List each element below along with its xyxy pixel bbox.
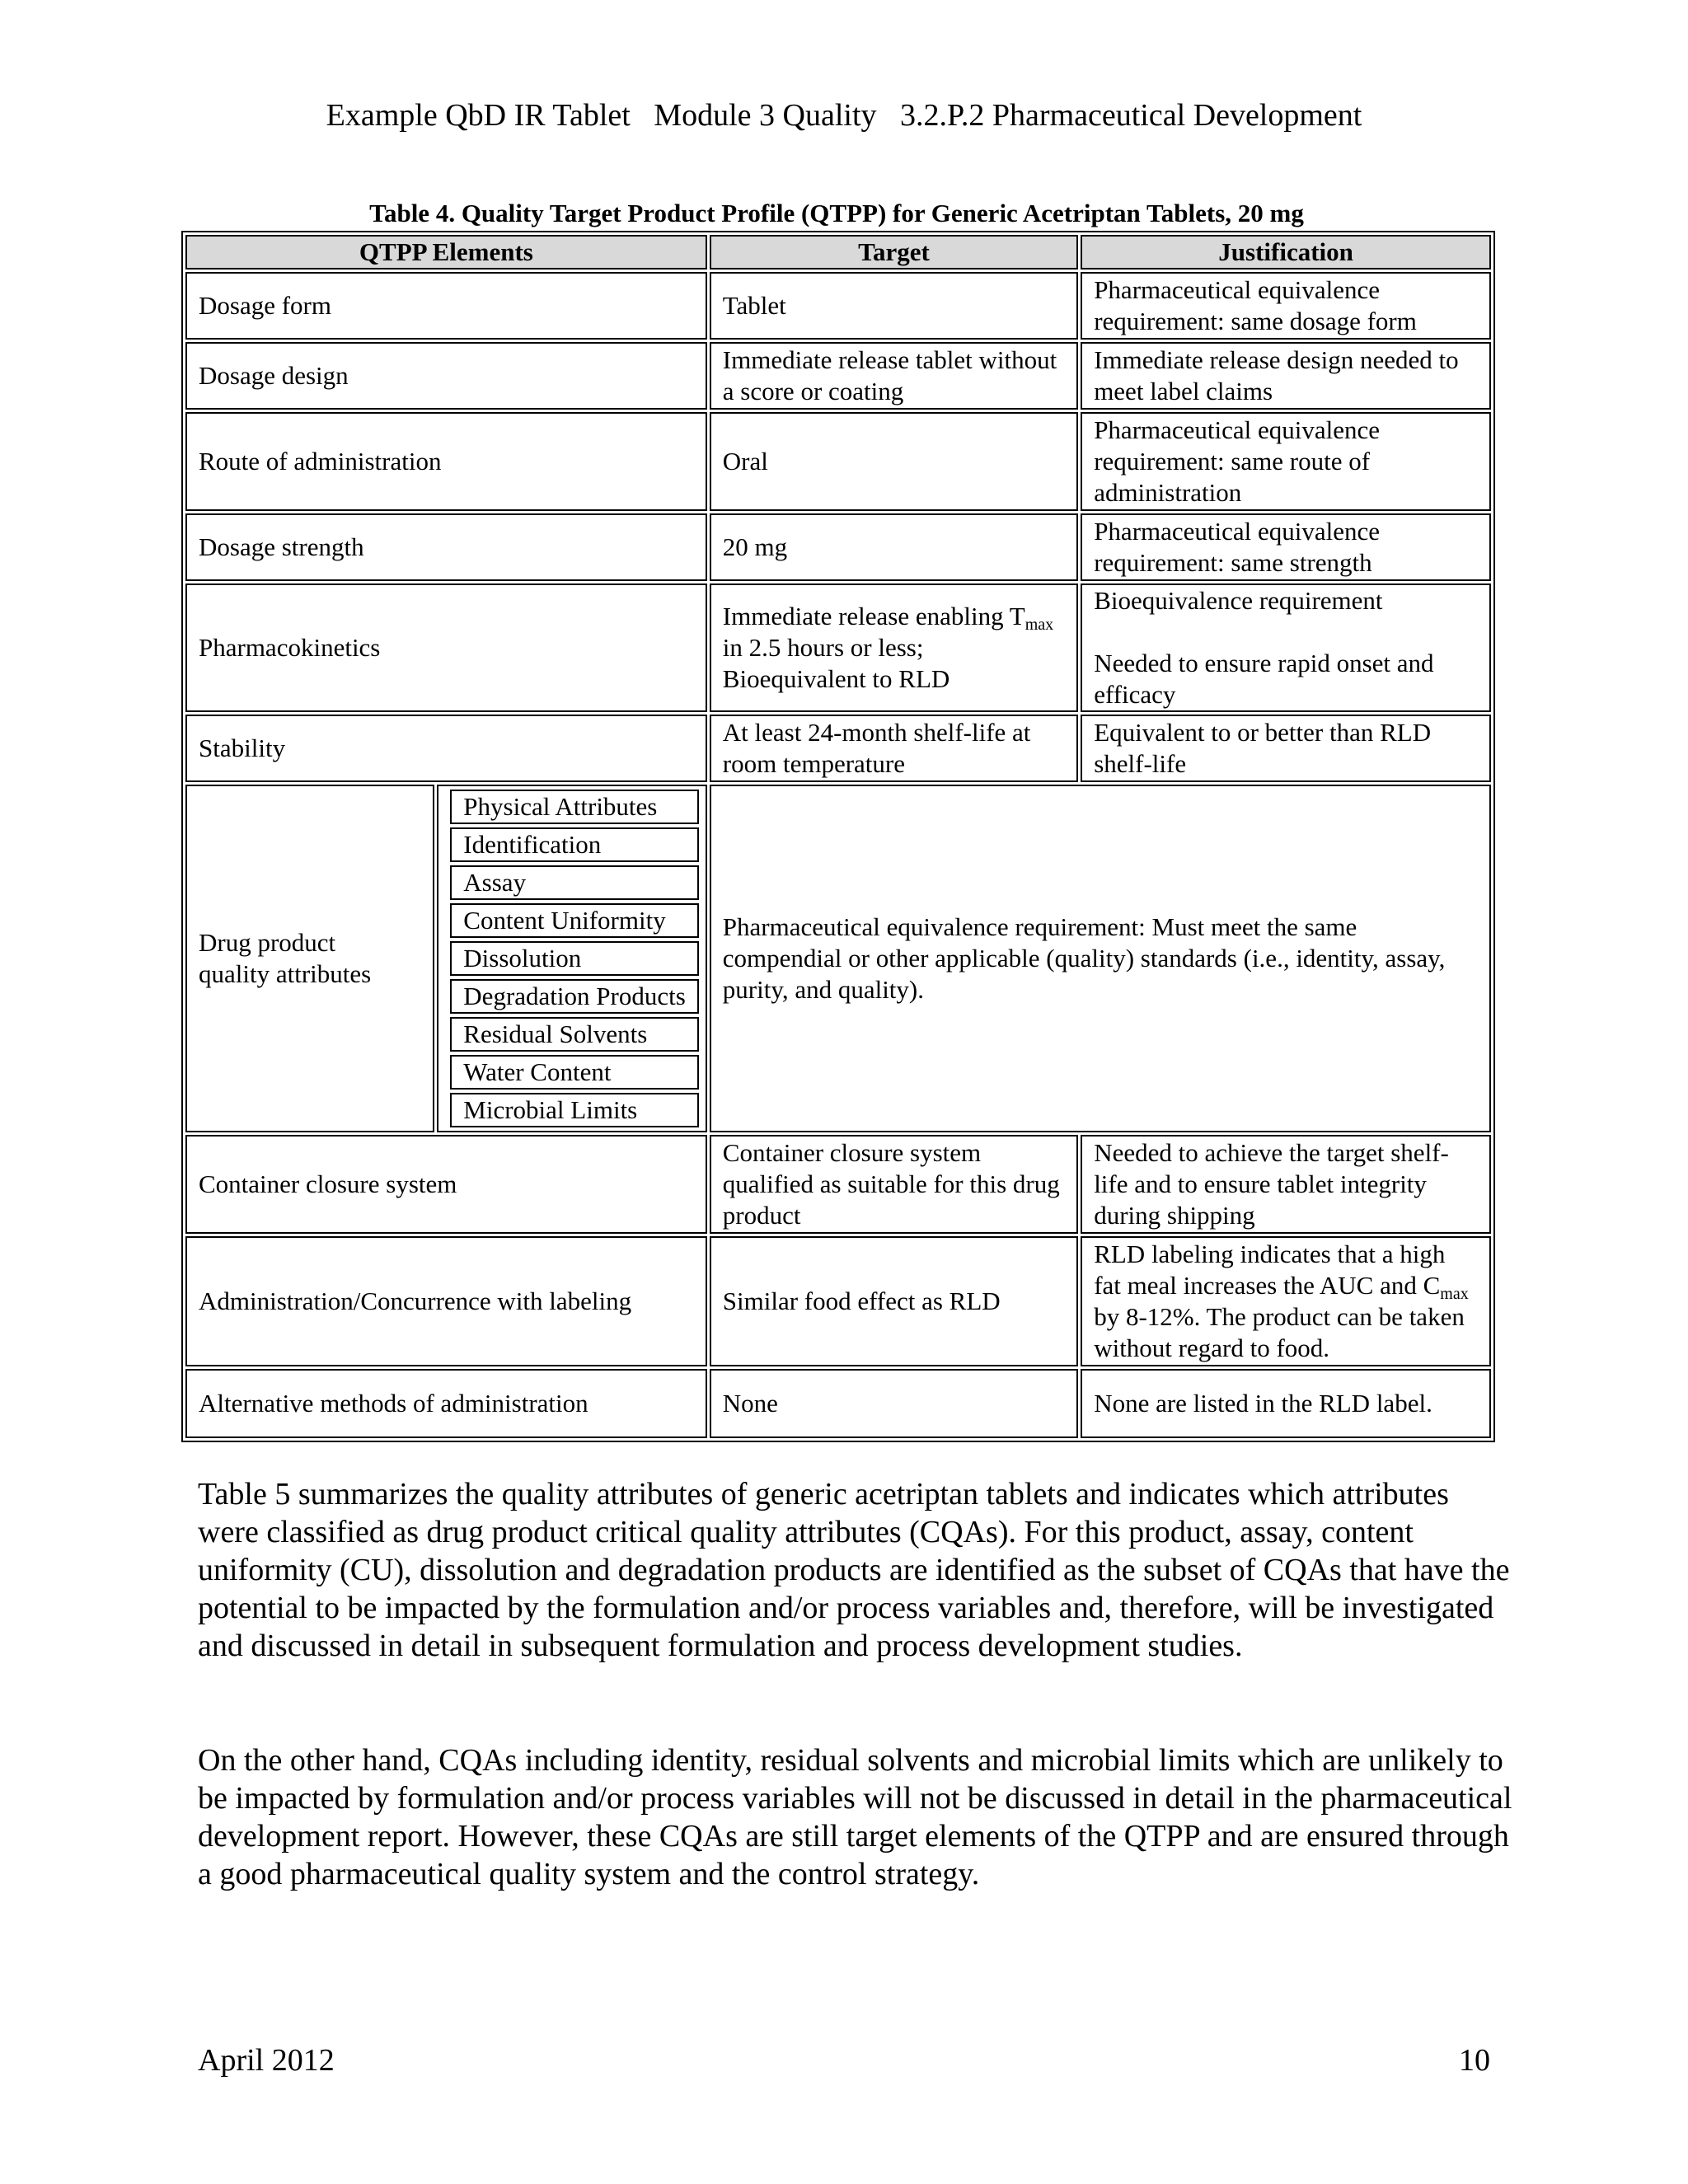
- table-row: [185, 715, 1491, 782]
- attribute-item: Identification: [450, 827, 698, 862]
- table-row: [185, 272, 1491, 340]
- element-line: quality attributes: [199, 959, 372, 988]
- table-row: [185, 412, 1491, 511]
- justification-line: Bioequivalence requirement: [1094, 586, 1383, 615]
- target-cell: At least 24-month shelf-life at room temperature: [710, 715, 1078, 782]
- table-row: [185, 1236, 1491, 1366]
- attribute-item: Residual Solvents: [450, 1017, 698, 1052]
- attribute-item: Physical Attributes: [450, 790, 698, 824]
- list-item: [450, 790, 698, 824]
- list-item: [450, 941, 698, 976]
- list-item: [450, 1017, 698, 1052]
- justification-line: Needed to ensure rapid onset and efficacy: [1094, 649, 1434, 709]
- table-row: [185, 785, 1491, 1132]
- element-cell: Container closure system: [185, 1135, 707, 1234]
- qtpp-table: [181, 231, 1495, 1442]
- attribute-item: Dissolution: [450, 941, 698, 976]
- target-cell: [710, 583, 1078, 712]
- target-cell: None: [710, 1369, 1078, 1438]
- table-row: [185, 513, 1491, 581]
- body-paragraph: Table 5 summarizes the quality attributes of generic acetriptan tablets and indicates which attributes were classified as drug product critical quality attributes (CQAs). For this product, assay, content uniformity (CU), dissolution and degradation products are identified as the subset of CQAs that have the potential to be impacted by the formulation and/or process variables and, therefore, will be investigated and discussed in detail in subsequent formulation and process development studies.: [198, 1477, 1510, 1663]
- element-cell: Route of administration: [185, 412, 707, 511]
- justification-cell: Pharmaceutical equivalence requirement: same strength: [1081, 513, 1491, 581]
- target-text: Immediate release enabling T: [722, 602, 1025, 630]
- column-header-target: Target: [710, 235, 1078, 269]
- table-row: [185, 1369, 1491, 1438]
- footer-date: April 2012: [198, 2043, 335, 2078]
- table-row: [185, 342, 1491, 410]
- subscript: max: [1025, 616, 1054, 634]
- table-header-row: [185, 235, 1491, 269]
- attribute-item: Degradation Products: [450, 979, 698, 1014]
- element-cell: Stability: [185, 715, 707, 782]
- element-cell: [185, 785, 434, 1132]
- target-cell: Similar food effect as RLD: [710, 1236, 1078, 1366]
- justification-text: by 8-12%. The product can be taken without regard to food.: [1094, 1302, 1465, 1362]
- element-cell: Dosage strength: [185, 513, 707, 581]
- subscript: max: [1440, 1285, 1469, 1303]
- attribute-item: Assay: [450, 865, 698, 900]
- page-number: 10: [1459, 2043, 1490, 2078]
- element-cell: Pharmacokinetics: [185, 583, 707, 712]
- column-header-justification: Justification: [1081, 235, 1491, 269]
- element-cell: Alternative methods of administration: [185, 1369, 707, 1438]
- attribute-item: Content Uniformity: [450, 903, 698, 938]
- target-text: in 2.5 hours or less; Bioequivalent to RLD: [722, 633, 950, 693]
- spacer: [1094, 616, 1478, 648]
- justification-cell: Equivalent to or better than RLD shelf-life: [1081, 715, 1491, 782]
- table-row: [185, 583, 1491, 712]
- table-caption: Table 4. Quality Target Product Profile (QTPP) for Generic Acetriptan Tablets, 20 mg: [369, 199, 1304, 227]
- attribute-list-cell: [437, 785, 706, 1132]
- attribute-item: Water Content: [450, 1055, 698, 1090]
- justification-text: RLD labeling indicates that a high fat meal increases the AUC and C: [1094, 1240, 1446, 1300]
- target-cell: Oral: [710, 412, 1078, 511]
- target-cell: Tablet: [710, 272, 1078, 340]
- column-header-elements: QTPP Elements: [185, 235, 707, 269]
- list-item: [450, 827, 698, 862]
- page-header: Example QbD IR Tablet Module 3 Quality 3.2.P.2 Pharmaceutical Development: [326, 98, 1362, 133]
- table-row: [185, 1135, 1491, 1234]
- element-line: Drug product: [199, 928, 336, 957]
- target-cell: Immediate release tablet without a score or coating: [710, 342, 1078, 410]
- justification-cell: Pharmaceutical equivalence requirement: Must meet the same compendial or other applicable (quality) standards (i.e., identity, assay, purity, and quality).: [710, 785, 1491, 1132]
- justification-cell: Immediate release design needed to meet label claims: [1081, 342, 1491, 410]
- attribute-item: Microbial Limits: [450, 1093, 698, 1127]
- target-cell: 20 mg: [710, 513, 1078, 581]
- justification-cell: Pharmaceutical equivalence requirement: same dosage form: [1081, 272, 1491, 340]
- list-item: [450, 903, 698, 938]
- element-cell: Administration/Concurrence with labeling: [185, 1236, 707, 1366]
- list-item: [450, 1093, 698, 1127]
- justification-cell: Needed to achieve the target shelf-life and to ensure tablet integrity during shipping: [1081, 1135, 1491, 1234]
- attribute-list: [450, 786, 698, 1131]
- justification-cell: [1081, 1236, 1491, 1366]
- list-item: [450, 1055, 698, 1090]
- element-cell: Dosage design: [185, 342, 707, 410]
- justification-cell: Pharmaceutical equivalence requirement: same route of administration: [1081, 412, 1491, 511]
- target-cell: Container closure system qualified as suitable for this drug product: [710, 1135, 1078, 1234]
- justification-cell: None are listed in the RLD label.: [1081, 1369, 1491, 1438]
- element-cell: Dosage form: [185, 272, 707, 340]
- list-item: [450, 979, 698, 1014]
- list-item: [450, 865, 698, 900]
- body-paragraph: On the other hand, CQAs including identity, residual solvents and microbial limits which are unlikely to be impacted by formulation and/or process variables will not be discussed in detail in the pharmaceutical development report. However, these CQAs are still target elements of the QTPP and are ensured through a good pharmaceutical quality system and the control strategy.: [198, 1743, 1512, 1891]
- justification-cell: [1081, 583, 1491, 712]
